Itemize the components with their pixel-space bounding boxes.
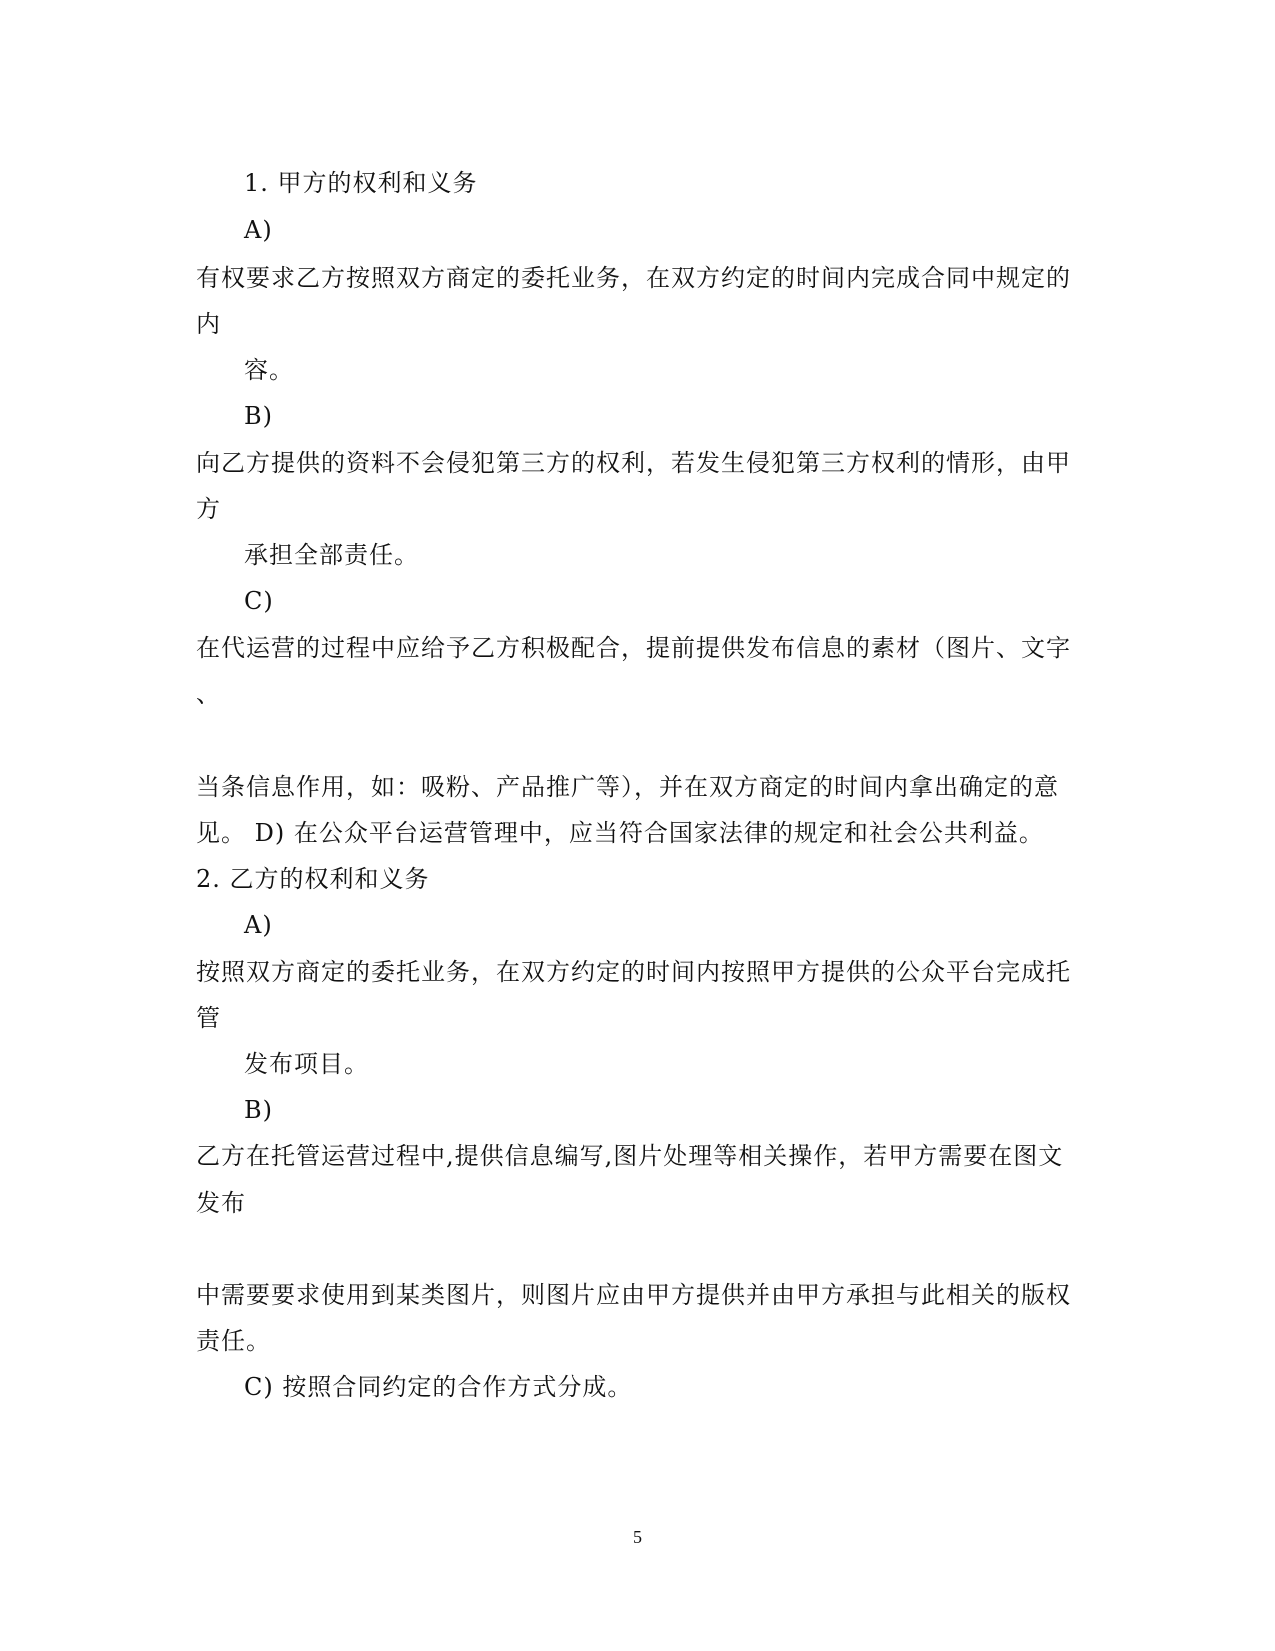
item-label: A) xyxy=(244,911,273,939)
text-line: 方 xyxy=(196,495,221,523)
text-line: 向乙方提供的资料不会侵犯第三方的权利，若发生侵犯第三方权利的情形，由甲 xyxy=(196,449,1071,477)
section-heading-party-b: 2. 乙方的权利和义务 xyxy=(196,865,430,893)
text-line: 发布 xyxy=(196,1189,246,1217)
text-line: 承担全部责任。 xyxy=(244,541,419,569)
text-line: 乙方在托管运营过程中,提供信息编写,图片处理等相关操作，若甲方需要在图文 xyxy=(196,1142,1064,1170)
text-line: 按照双方商定的委托业务，在双方约定的时间内按照甲方提供的公众平台完成托 xyxy=(196,958,1071,986)
text-line: C) 按照合同约定的合作方式分成。 xyxy=(244,1373,633,1401)
text-line: 中需要要求使用到某类图片，则图片应由甲方提供并由甲方承担与此相关的版权 xyxy=(196,1281,1071,1309)
text-line: 容。 xyxy=(244,356,294,384)
text-line: 有权要求乙方按照双方商定的委托业务，在双方约定的时间内完成合同中规定的 xyxy=(196,264,1071,292)
text-line: 责任。 xyxy=(196,1327,271,1355)
text-line: 当条信息作用，如：吸粉、产品推广等），并在双方商定的时间内拿出确定的意 xyxy=(196,773,1059,801)
item-label: C) xyxy=(244,587,274,615)
text-line: 、 xyxy=(196,680,221,708)
item-label: A) xyxy=(244,216,273,244)
text-line: 在代运营的过程中应给予乙方积极配合，提前提供发布信息的素材（图片、文字 xyxy=(196,634,1071,662)
text-line: 内 xyxy=(196,310,221,338)
item-label: B) xyxy=(244,402,273,430)
item-label: B) xyxy=(244,1096,273,1124)
page-number: 5 xyxy=(633,1527,642,1547)
text-line: 见。 D) 在公众平台运营管理中，应当符合国家法律的规定和社会公共利益。 xyxy=(196,819,1044,847)
text-line: 管 xyxy=(196,1004,221,1032)
section-heading-party-a: 1. 甲方的权利和义务 xyxy=(244,169,478,197)
text-line: 发布项目。 xyxy=(244,1050,369,1078)
